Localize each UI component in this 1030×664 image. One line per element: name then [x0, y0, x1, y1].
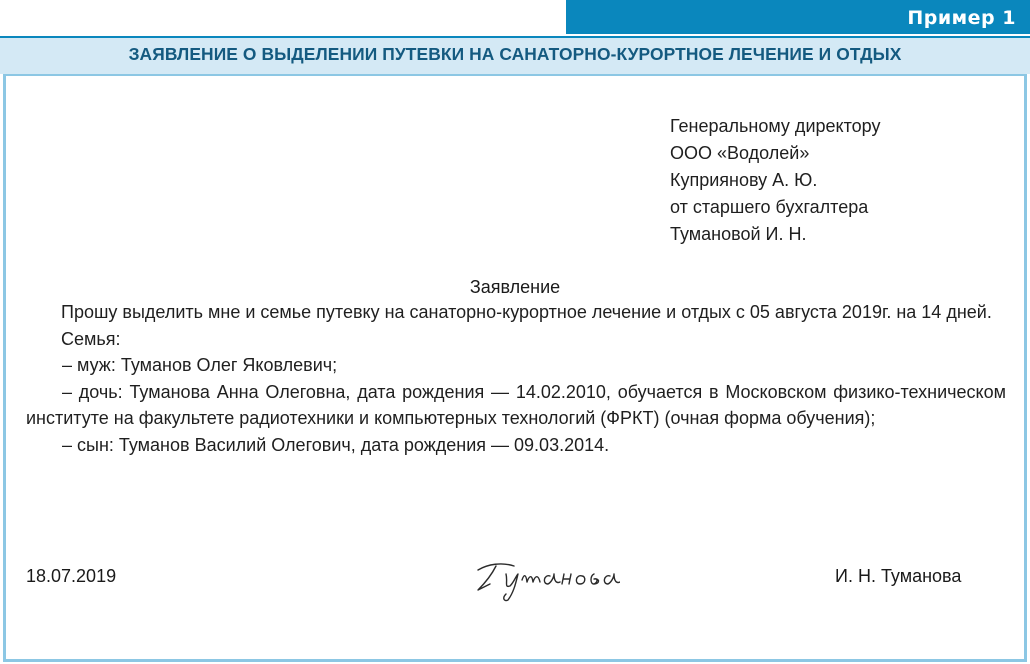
addressee-block [670, 113, 880, 248]
family-member-daughter: – дочь: Туманова Анна Олеговна, дата рождения — 14.02.2010, обучается в Московском физико-техническом институте на факультете радиотехники и компьютерных технологий (ФРКТ) (очная форма обучения); [26, 381, 1006, 428]
addressee-line: ООО «Водолей» [670, 143, 810, 163]
addressee-line: Куприянову А. Ю. [670, 170, 818, 190]
request-paragraph: Прошу выделить мне и семье путевку на санаторно-курортное лечение и отдых с 05 августа 2019г. на 14 дней. [61, 302, 992, 322]
signer-name: И. Н. Туманова [835, 566, 962, 586]
family-label: Семья: [61, 328, 121, 349]
document-title: ЗАЯВЛЕНИЕ О ВЫДЕЛЕНИИ ПУТЕВКИ НА САНАТОРНО-КУРОРТНОЕ ЛЕЧЕНИЕ И ОТДЫХ [128, 44, 902, 64]
addressee-line: Тумановой И. Н. [670, 224, 807, 244]
example-badge: Пример 1 [566, 0, 1030, 34]
family-member-husband: – муж: Туманов Олег Яковлевич; [62, 355, 338, 375]
application-heading: Заявление [469, 277, 561, 297]
addressee-line: Генеральному директору [670, 116, 881, 136]
application-date: 18.07.2019 [26, 566, 117, 586]
handwritten-signature [470, 552, 620, 604]
addressee-line: от старшего бухгалтера [670, 197, 869, 217]
application-body [26, 299, 1006, 458]
family-member-son: – сын: Туманов Василий Олегович, дата рождения — 09.03.2014. [62, 434, 610, 455]
